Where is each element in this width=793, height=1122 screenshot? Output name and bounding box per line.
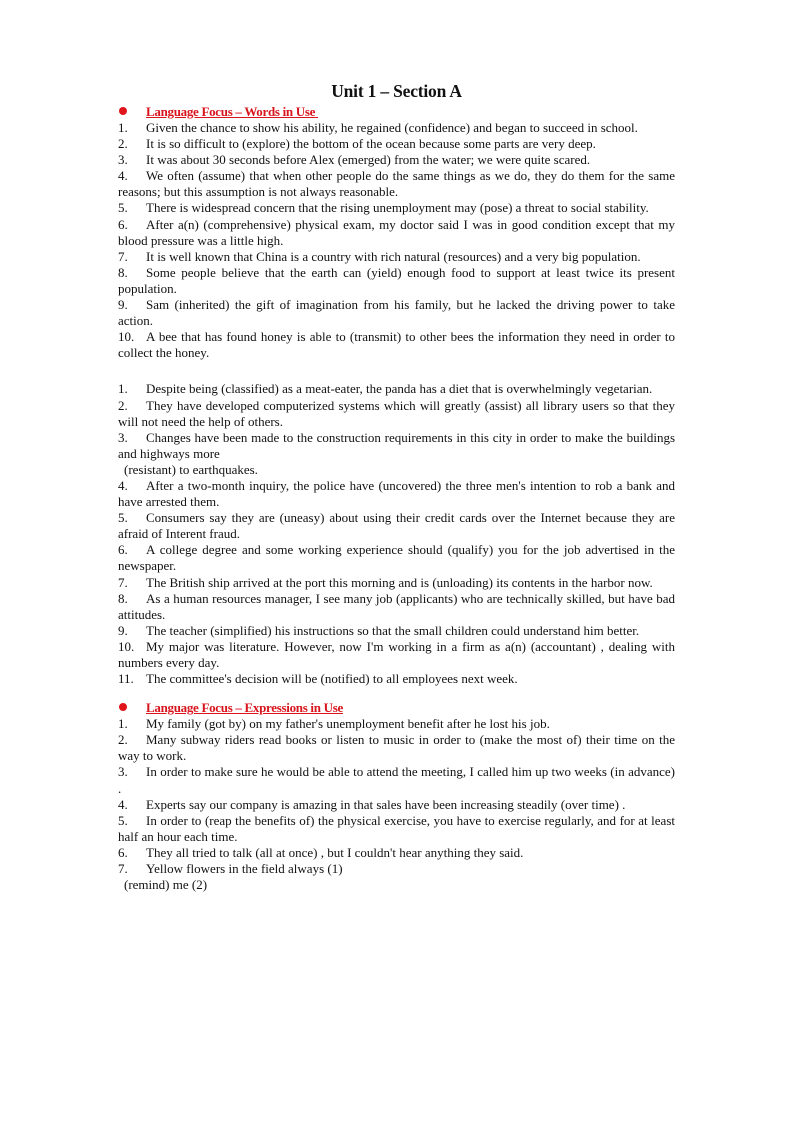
item-text: My major was literature. However, now I'm working in a firm as a(n) (accountant) , dealing with numbers every day. — [118, 638, 675, 670]
item-text: The British ship arrived at the port this morning and is (unloading) its contents in the harbor now. — [146, 574, 653, 590]
list-item — [118, 329, 675, 361]
list-item — [118, 716, 675, 732]
item-text: As a human resources manager, I see many job (applicants) who are technically skilled, but have bad attitudes. — [118, 590, 675, 622]
item-text: In order to make sure he would be able to attend the meeting, I called him up two weeks (in advance) . — [118, 764, 675, 796]
item-number: 6. — [118, 542, 128, 558]
list-item — [118, 845, 675, 861]
item-number: 10. — [118, 638, 135, 654]
item-number: 3. — [118, 152, 128, 168]
item-text: It is so difficult to (explore) the bottom of the ocean because some parts are very deep. — [146, 136, 596, 152]
item-number: 8. — [118, 264, 128, 280]
list-item — [118, 430, 675, 462]
section-spacer — [118, 361, 675, 381]
item-number: 1. — [118, 716, 128, 732]
item-number: 1. — [118, 381, 128, 397]
item-number: 3. — [118, 764, 128, 780]
item-number: 10. — [118, 329, 135, 345]
item-number: 5. — [118, 510, 128, 526]
item-number: 4. — [118, 477, 128, 493]
item-text: Despite being (classified) as a meat-eater, the panda has a diet that is overwhelmingly vegetarian. — [146, 381, 653, 397]
section-heading — [118, 104, 675, 120]
list-item — [118, 478, 675, 510]
list-item — [118, 152, 675, 168]
item-number: 9. — [118, 297, 128, 313]
item-text: The teacher (simplified) his instructions so that the small children could understand him better. — [146, 622, 640, 638]
item-text: They have developed computerized systems which will greatly (assist) all library users so that they will not need the help of others. — [118, 397, 675, 429]
item-number: 4. — [118, 796, 128, 812]
list-item — [118, 398, 675, 430]
list-item — [118, 200, 675, 216]
section-label: Language Focus – Expressions in Use — [146, 700, 343, 716]
list-item — [118, 764, 675, 796]
item-text: Many subway riders read books or listen to music in order to (make the most of) their time on the way to work. — [118, 732, 675, 764]
item-number: 3. — [118, 429, 128, 445]
list-item — [118, 639, 675, 671]
item-text: My family (got by) on my father's unemployment benefit after he lost his job. — [146, 716, 550, 732]
item-number: 4. — [118, 168, 128, 184]
item-text: The committee's decision will be (notified) to all employees next week. — [146, 671, 518, 687]
item-text: Experts say our company is amazing in that sales have been increasing steadily (over time) . — [146, 796, 626, 812]
item-text: It was about 30 seconds before Alex (emerged) from the water; we were quite scared. — [146, 152, 591, 168]
bullet-icon — [119, 107, 127, 115]
item-text: There is widespread concern that the rising unemployment may (pose) a threat to social stability. — [146, 200, 649, 216]
list-item — [118, 797, 675, 813]
list-item — [118, 510, 675, 542]
item-number: 2. — [118, 136, 128, 152]
list-item — [118, 813, 675, 845]
item-text: Sam (inherited) the gift of imagination from his family, but he lacked the driving power to take action. — [118, 297, 675, 329]
list-item — [118, 575, 675, 591]
item-text: Changes have been made to the construction requirements in this city in order to make the buildings and highways more — [118, 429, 675, 461]
item-text: Consumers say they are (uneasy) about using their credit cards over the Internet because they are afraid of Interent fraud. — [118, 510, 675, 542]
item-number: 6. — [118, 844, 128, 860]
item-text: After a two-month inquiry, the police have (uncovered) the three men's intention to rob a bank and have arrested them. — [118, 477, 675, 510]
item-continuation: (remind) me (2) — [124, 877, 208, 893]
item-number: 5. — [118, 812, 128, 828]
list-item — [118, 381, 675, 397]
item-continuation: (resistant) to earthquakes. — [124, 461, 258, 477]
page-title: Unit 1 – Section A — [331, 81, 462, 101]
list-item — [118, 120, 675, 136]
section-spacer — [118, 687, 675, 700]
list-item — [118, 249, 675, 265]
list-item — [118, 168, 675, 200]
section-label: Language Focus – Words in Use — [146, 104, 319, 119]
item-text: A bee that has found honey is able to (transmit) to other bees the information they need in order to collect the honey. — [118, 329, 675, 361]
item-number: 9. — [118, 622, 128, 638]
item-number: 6. — [118, 216, 128, 232]
item-number: 2. — [118, 732, 128, 748]
list-item — [118, 623, 675, 639]
item-text: In order to (reap the benefits of) the physical exercise, you have to exercise regularly, and for at least half an hour each time. — [118, 812, 675, 844]
item-number: 1. — [118, 120, 128, 135]
item-number: 5. — [118, 200, 128, 216]
section-heading — [118, 700, 675, 716]
item-number: 7. — [118, 574, 128, 590]
item-text: They all tried to talk (all at once) , but I couldn't hear anything they said. — [146, 844, 524, 860]
item-text: It is well known that China is a country with rich natural (resources) and a very big population. — [146, 248, 641, 264]
list-item — [118, 671, 675, 687]
document-page — [118, 80, 675, 893]
list-item — [118, 265, 675, 297]
list-item — [118, 542, 675, 574]
list-item — [118, 297, 675, 329]
item-number: 11. — [118, 671, 134, 687]
item-number: 7. — [118, 861, 128, 877]
list-item — [118, 217, 675, 249]
item-number: 2. — [118, 397, 128, 413]
item-text: After a(n) (comprehensive) physical exam, my doctor said I was in good condition except that my blood pressure was a little high. — [118, 216, 675, 248]
item-text: Given the chance to show his ability, he regained (confidence) and began to succeed in school. — [146, 120, 638, 135]
item-text: We often (assume) that when other people do the same things as we do, they do them for the same reasons; but this assumption is not always reasonable. — [118, 168, 675, 200]
list-item — [118, 136, 675, 152]
item-text: Some people believe that the earth can (yield) enough food to support at least twice its present population. — [118, 264, 675, 296]
item-number: 7. — [118, 248, 128, 264]
item-text: A college degree and some working experience should (qualify) you for the job advertised in the newspaper. — [118, 542, 675, 574]
bullet-icon — [119, 703, 127, 711]
item-text: Yellow flowers in the field always (1) — [146, 861, 343, 877]
item-number: 8. — [118, 590, 128, 606]
list-item — [118, 861, 675, 877]
document-body — [118, 104, 675, 893]
list-item — [118, 591, 675, 623]
list-item — [118, 732, 675, 764]
